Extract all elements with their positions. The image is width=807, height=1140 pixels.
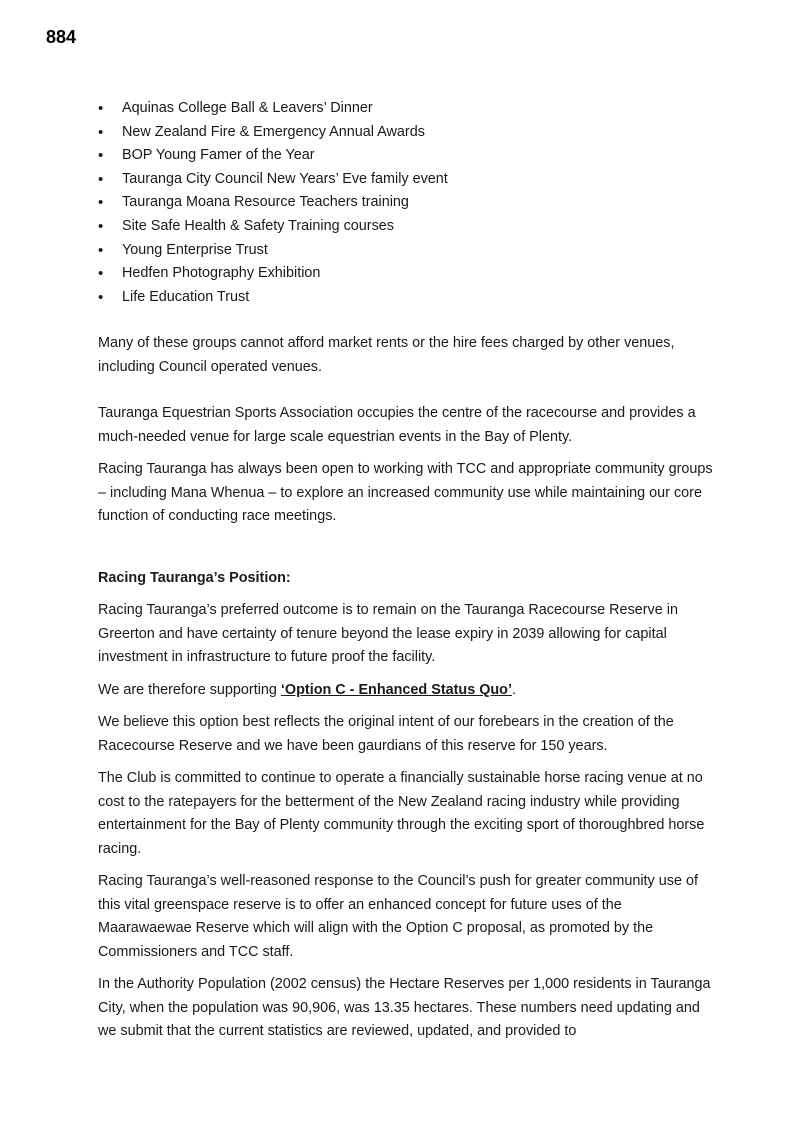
list-item: • Tauranga City Council New Years’ Eve family event bbox=[98, 168, 718, 192]
option-suffix-text: . bbox=[511, 681, 516, 698]
list-item: • New Zealand Fire & Emergency Annual Awards bbox=[98, 121, 718, 145]
list-item: • Young Enterprise Trust bbox=[98, 239, 718, 263]
section-heading-position: Racing Tauranga’s Position: bbox=[98, 569, 291, 586]
paragraph-market-rents: Many of these groups cannot afford market rents or the hire fees charged by other venues, including Council operated venues. bbox=[98, 335, 675, 375]
list-item: • BOP Young Famer of the Year bbox=[98, 144, 718, 168]
paragraph-greenspace-response: Racing Tauranga’s well-reasoned response to the Council’s push for greater community use of this vital greenspace reserve is to offer an enhanced concept for future uses of the Maarawaewae Reserve which will align with the Option C proposal, as promoted by the Commissioners and TCC staff. bbox=[98, 873, 698, 960]
paragraph-club-commitment: The Club is committed to continue to operate a financially sustainable horse racing venue at no cost to the ratepayers for the betterment of the New Zealand racing industry while providing entertainment for the Bay of Plenty community through the exciting sport of thoroughbred horse racing. bbox=[98, 770, 705, 857]
list-item: • Tauranga Moana Resource Teachers training bbox=[98, 191, 718, 215]
paragraph-preferred-outcome: Racing Tauranga’s preferred outcome is to remain on the Tauranga Racecourse Reserve in Greerton and have certainty of tenure beyond the lease expiry in 2039 allowing for capital investment in infrastructure to future proof the facility. bbox=[98, 602, 678, 666]
page-number: 884 bbox=[46, 27, 77, 47]
paragraph-forebears: We believe this option best reflects the original intent of our forebears in the creation of the Racecourse Reserve and we have been gaurdians of this reserve for 150 years. bbox=[98, 714, 674, 754]
option-prefix-text: We are therefore supporting bbox=[98, 681, 281, 698]
list-item: • Aquinas College Ball & Leavers’ Dinner bbox=[98, 97, 718, 121]
list-item: • Hedfen Photography Exhibition bbox=[98, 262, 718, 286]
paragraph-equestrian: Tauranga Equestrian Sports Association occupies the centre of the racecourse and provides a much-needed venue for large scale equestrian events in the Bay of Plenty. bbox=[98, 405, 696, 445]
paragraph-census-statistics: In the Authority Population (2002 census) the Hectare Reserves per 1,000 residents in Tauranga City, when the population was 90,906, was 13.35 hectares. These numbers need updating and we submit that the current statistics are reviewed, updated, and provided to bbox=[98, 976, 711, 1040]
paragraph-community-use: Racing Tauranga has always been open to working with TCC and appropriate community groups – including Mana Whenua – to explore an increased community use while maintaining our core function of conducting race meetings. bbox=[98, 461, 713, 525]
venue-users-list bbox=[98, 97, 718, 309]
option-c-emphasis: ‘Option C - Enhanced Status Quo’ bbox=[280, 681, 512, 698]
paragraph-option-support bbox=[98, 679, 718, 703]
list-item: • Site Safe Health & Safety Training courses bbox=[98, 215, 718, 239]
document-body bbox=[98, 97, 718, 1044]
list-item: • Life Education Trust bbox=[98, 286, 718, 310]
